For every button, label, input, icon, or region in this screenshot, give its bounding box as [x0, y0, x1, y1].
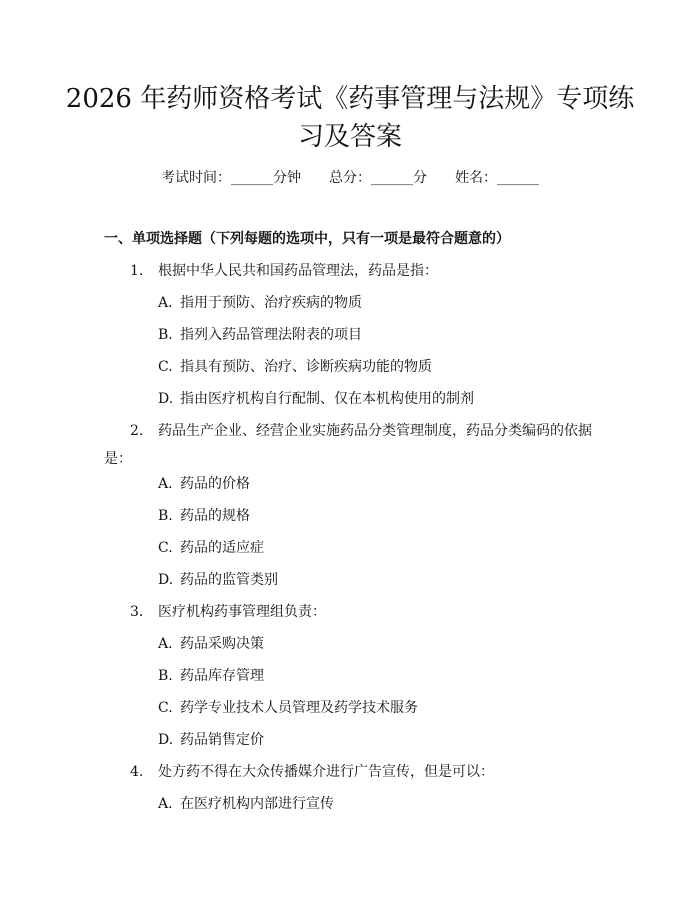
- question-1: [130, 262, 600, 280]
- option-text: 在医疗机构内部进行宣传: [180, 796, 334, 812]
- option-text: 药品采购决策: [180, 636, 264, 652]
- option-text: 药品的监管类别: [180, 572, 278, 588]
- question-number: 2.: [130, 423, 144, 439]
- name-field: 姓名：______: [455, 170, 539, 186]
- option-letter: D.: [158, 572, 174, 588]
- option-letter: C.: [158, 540, 173, 556]
- q1-option-c: [158, 358, 432, 376]
- q2-option-d: [158, 571, 278, 589]
- option-letter: C.: [158, 359, 173, 375]
- option-text: 指具有预防、治疗、诊断疾病功能的物质: [180, 359, 432, 375]
- option-letter: A.: [158, 636, 173, 652]
- q1-option-d: [158, 390, 474, 408]
- exam-time-field: 考试时间：______分钟: [161, 170, 301, 186]
- option-text: 药学专业技术人员管理及药学技术服务: [180, 700, 418, 716]
- option-letter: D.: [158, 391, 174, 407]
- option-text: 指用于预防、治疗疾病的物质: [180, 295, 362, 311]
- question-4: [130, 763, 600, 781]
- option-text: 指列入药品管理法附表的项目: [180, 327, 362, 343]
- option-letter: B.: [158, 508, 173, 524]
- option-text: 药品的规格: [180, 508, 250, 524]
- q4-option-a: [158, 795, 334, 813]
- question-text: 处方药不得在大众传播媒介进行广告宣传，但是可以：: [158, 764, 494, 780]
- question-text: 医疗机构药事管理组负责：: [158, 604, 326, 620]
- option-letter: A.: [158, 476, 173, 492]
- question-text: 药品生产企业、经营企业实施药品分类管理制度，药品分类编码的依据是：: [104, 423, 592, 467]
- option-text: 药品的适应症: [180, 540, 264, 556]
- option-text: 药品销售定价: [180, 732, 264, 748]
- option-letter: A.: [158, 295, 173, 311]
- question-number: 1.: [130, 263, 144, 279]
- total-score-field: 总分：______分: [329, 170, 427, 186]
- q1-option-b: [158, 326, 362, 344]
- section-heading: 一、单项选择题（下列每题的选项中，只有一项是最符合题意的）: [104, 231, 510, 247]
- q1-option-a: [158, 294, 362, 312]
- q3-option-c: [158, 699, 418, 717]
- exam-meta: [0, 169, 700, 187]
- question-text: 根据中华人民共和国药品管理法，药品是指：: [158, 263, 438, 279]
- question-number: 4.: [130, 764, 144, 780]
- q2-option-b: [158, 507, 250, 525]
- option-text: 药品的价格: [180, 476, 250, 492]
- question-3: [130, 603, 600, 621]
- question-number: 3.: [130, 604, 144, 620]
- option-text: 药品库存管理: [180, 668, 264, 684]
- q2-option-a: [158, 475, 250, 493]
- option-letter: B.: [158, 668, 173, 684]
- document-title: 2026 年药师资格考试《药事管理与法规》专项练习及答案: [65, 84, 635, 152]
- q2-option-c: [158, 539, 264, 557]
- option-letter: A.: [158, 796, 173, 812]
- question-2: [104, 417, 602, 473]
- option-letter: C.: [158, 700, 173, 716]
- q3-option-d: [158, 731, 264, 749]
- option-letter: B.: [158, 327, 173, 343]
- option-text: 指由医疗机构自行配制、仅在本机构使用的制剂: [180, 391, 474, 407]
- option-letter: D.: [158, 732, 174, 748]
- q3-option-a: [158, 635, 264, 653]
- q3-option-b: [158, 667, 264, 685]
